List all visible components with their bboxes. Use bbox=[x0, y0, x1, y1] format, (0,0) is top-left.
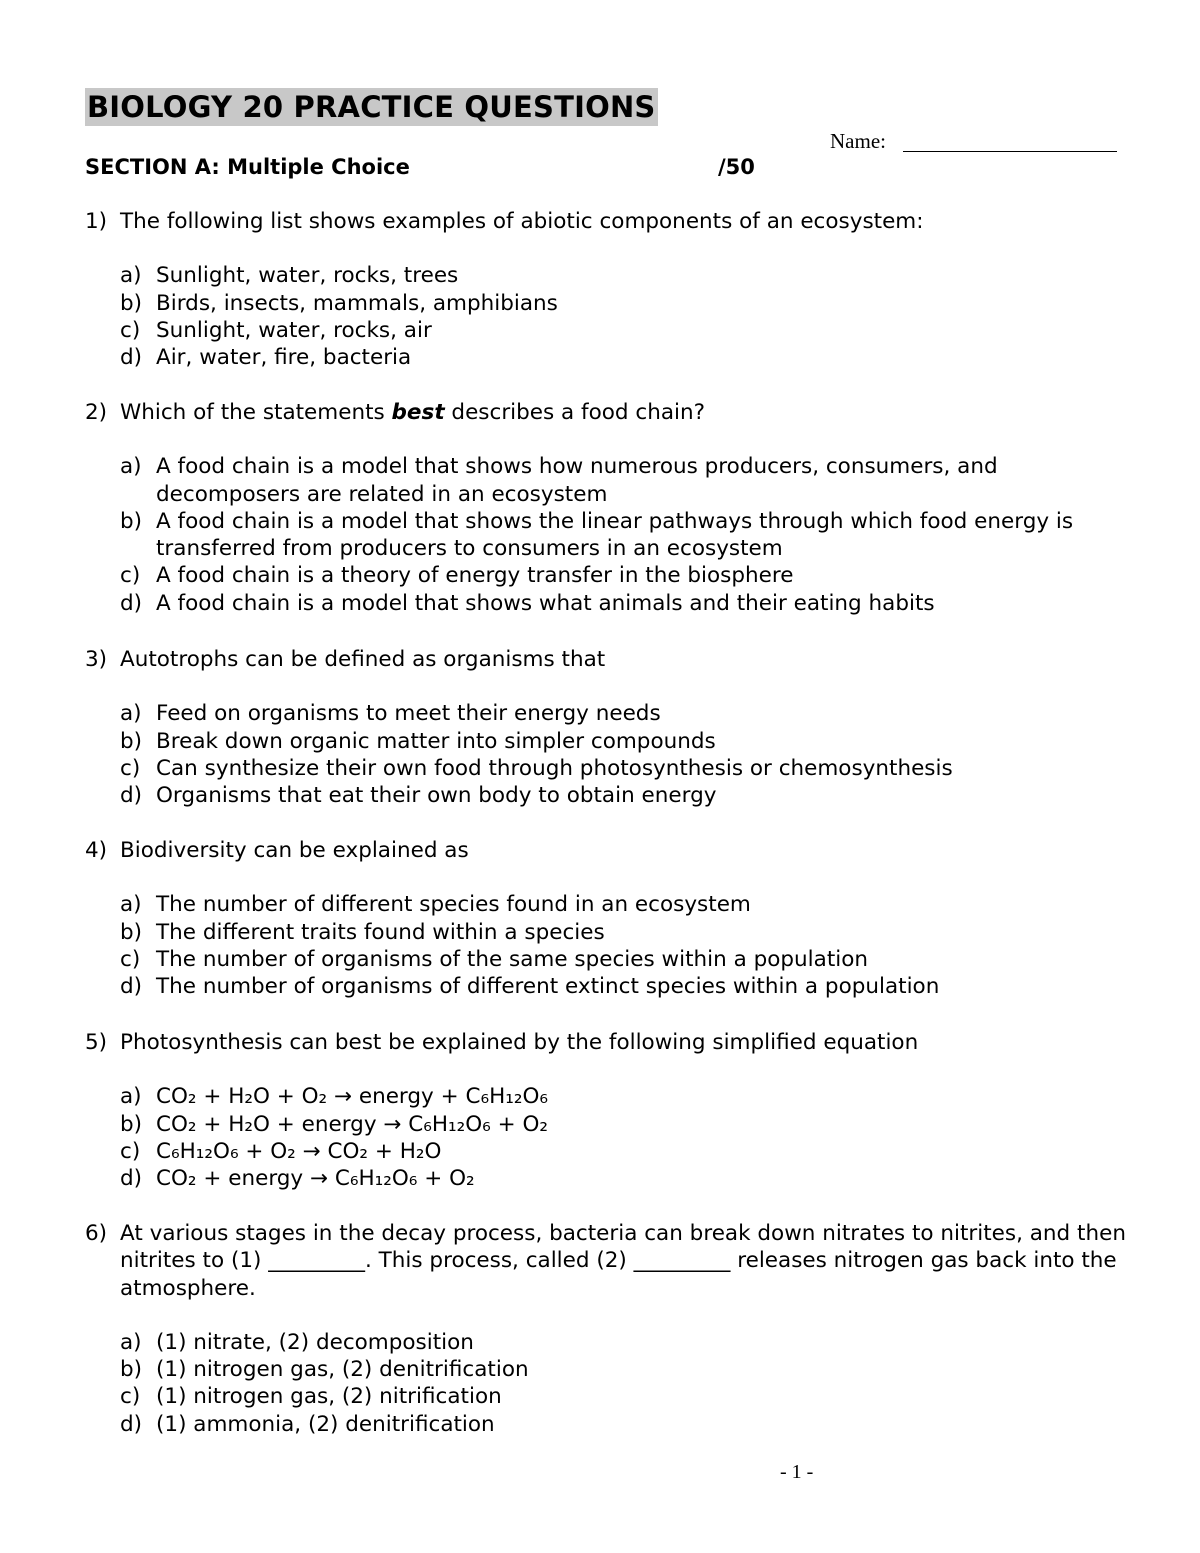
option-letter: d) bbox=[120, 974, 143, 1000]
option-text: Break down organic matter into simpler compounds bbox=[156, 728, 716, 754]
page-number: - 1 - bbox=[780, 1461, 814, 1483]
page-title: BIOLOGY 20 PRACTICE QUESTIONS bbox=[87, 90, 656, 124]
option-b bbox=[120, 508, 1135, 563]
option-text: The number of organisms of different extinct species within a population bbox=[156, 974, 940, 1000]
question-number: 5) bbox=[85, 1030, 108, 1055]
option-letter: d) bbox=[120, 1166, 143, 1192]
question-3 bbox=[85, 646, 1135, 809]
option-text: Can synthesize their own food through photosynthesis or chemosynthesis bbox=[156, 755, 953, 781]
option-letter: c) bbox=[120, 1138, 141, 1164]
option-text: Sunlight, water, rocks, trees bbox=[156, 263, 459, 289]
option-letter: d) bbox=[120, 783, 143, 809]
option-letter: b) bbox=[120, 1111, 143, 1137]
option-b bbox=[120, 728, 1135, 755]
question-stem: The following list shows examples of abiotic components of an ecosystem: bbox=[120, 209, 924, 234]
option-letter: d) bbox=[120, 1411, 143, 1437]
option-letter: d) bbox=[120, 590, 143, 616]
stem-emphasis: best bbox=[391, 400, 445, 425]
option-c bbox=[120, 1138, 1135, 1165]
question-number: 2) bbox=[85, 400, 108, 425]
option-letter: b) bbox=[120, 1357, 143, 1383]
option-text: (1) nitrogen gas, (2) nitrification bbox=[156, 1384, 502, 1410]
answer-options bbox=[120, 453, 1135, 617]
option-text: Sunlight, water, rocks, air bbox=[156, 317, 432, 343]
answer-options bbox=[120, 1083, 1135, 1192]
score-total: /50 bbox=[718, 155, 755, 179]
option-c bbox=[120, 755, 1135, 782]
option-d bbox=[120, 782, 1135, 809]
question-stem: At various stages in the decay process, bacteria can break down nitrates to nitrites, and then nitrites to (1) _________. This process, called (2) _________ releases nitrogen gas back into the atmosphere. bbox=[120, 1221, 1126, 1301]
question-stem: Photosynthesis can best be explained by the following simplified equation bbox=[120, 1030, 919, 1055]
option-c bbox=[120, 562, 1135, 589]
option-letter: a) bbox=[120, 454, 142, 480]
option-letter: a) bbox=[120, 701, 142, 727]
option-letter: b) bbox=[120, 919, 143, 945]
option-d bbox=[120, 1411, 1135, 1438]
option-text: (1) nitrogen gas, (2) denitrification bbox=[156, 1357, 529, 1383]
name-label: Name: bbox=[830, 129, 886, 153]
option-a bbox=[120, 891, 1135, 918]
question-number: 6) bbox=[85, 1221, 108, 1246]
option-text: The different traits found within a species bbox=[156, 919, 605, 945]
option-d bbox=[120, 973, 1135, 1000]
option-text: A food chain is a model that shows the linear pathways through which food energy is transferred from producers to consumers in an ecosystem bbox=[156, 508, 1074, 562]
option-letter: c) bbox=[120, 755, 141, 781]
option-text: A food chain is a model that shows how numerous producers, consumers, and decomposers are related in an ecosystem bbox=[156, 454, 998, 507]
answer-options bbox=[120, 1329, 1135, 1438]
option-a bbox=[120, 453, 1135, 508]
option-c bbox=[120, 1383, 1135, 1410]
option-letter: c) bbox=[120, 317, 141, 343]
option-letter: c) bbox=[120, 563, 141, 589]
answer-options bbox=[120, 891, 1135, 1000]
question-stem: Biodiversity can be explained as bbox=[120, 838, 469, 863]
question-6 bbox=[85, 1220, 1135, 1438]
question-1 bbox=[85, 208, 1135, 371]
option-text: A food chain is a model that shows what animals and their eating habits bbox=[156, 590, 935, 616]
option-text: Feed on organisms to meet their energy needs bbox=[156, 701, 661, 727]
option-letter: d) bbox=[120, 345, 143, 371]
stem-text-after: describes a food chain? bbox=[444, 400, 706, 425]
option-a bbox=[120, 1083, 1135, 1110]
question-4 bbox=[85, 837, 1135, 1000]
name-blank-line bbox=[903, 151, 1117, 152]
question-stem: Autotrophs can be defined as organisms that bbox=[120, 647, 606, 672]
option-letter: b) bbox=[120, 290, 143, 316]
option-text: Organisms that eat their own body to obtain energy bbox=[156, 783, 717, 809]
option-text: Air, water, fire, bacteria bbox=[156, 345, 412, 371]
option-text: (1) ammonia, (2) denitrification bbox=[156, 1411, 495, 1437]
stem-text-before: Which of the statements bbox=[120, 400, 392, 425]
option-text: CO₂ + energy → C₆H₁₂O₆ + O₂ bbox=[156, 1166, 475, 1192]
question-number: 3) bbox=[85, 647, 108, 672]
option-text: C₆H₁₂O₆ + O₂ → CO₂ + H₂O bbox=[156, 1138, 442, 1164]
option-text: A food chain is a theory of energy transfer in the biosphere bbox=[156, 563, 794, 589]
section-heading: SECTION A: Multiple Choice bbox=[85, 155, 410, 179]
option-a bbox=[120, 1329, 1135, 1356]
question-5 bbox=[85, 1029, 1135, 1192]
option-b bbox=[120, 1356, 1135, 1383]
option-d bbox=[120, 1165, 1135, 1192]
question-number: 4) bbox=[85, 838, 108, 863]
option-b bbox=[120, 1111, 1135, 1138]
option-c bbox=[120, 317, 1135, 344]
question-2 bbox=[85, 399, 1135, 617]
option-letter: a) bbox=[120, 1084, 142, 1110]
option-text: CO₂ + H₂O + energy → C₆H₁₂O₆ + O₂ bbox=[156, 1111, 549, 1137]
option-text: (1) nitrate, (2) decomposition bbox=[156, 1329, 474, 1355]
option-letter: c) bbox=[120, 946, 141, 972]
option-letter: c) bbox=[120, 1384, 141, 1410]
option-letter: b) bbox=[120, 728, 143, 754]
answer-options bbox=[120, 262, 1135, 371]
option-d bbox=[120, 590, 1135, 617]
option-a bbox=[120, 700, 1135, 727]
option-d bbox=[120, 344, 1135, 371]
option-text: The number of organisms of the same species within a population bbox=[156, 946, 868, 972]
option-a bbox=[120, 262, 1135, 289]
option-b bbox=[120, 290, 1135, 317]
option-text: CO₂ + H₂O + O₂ → energy + C₆H₁₂O₆ bbox=[156, 1084, 549, 1110]
option-letter: b) bbox=[120, 508, 143, 534]
answer-options bbox=[120, 700, 1135, 809]
option-text: Birds, insects, mammals, amphibians bbox=[156, 290, 558, 316]
option-letter: a) bbox=[120, 892, 142, 918]
option-b bbox=[120, 919, 1135, 946]
question-number: 1) bbox=[85, 209, 108, 234]
option-letter: a) bbox=[120, 263, 142, 289]
option-letter: a) bbox=[120, 1329, 142, 1355]
option-text: The number of different species found in an ecosystem bbox=[156, 892, 751, 918]
option-c bbox=[120, 946, 1135, 973]
question-stem bbox=[120, 399, 1135, 426]
